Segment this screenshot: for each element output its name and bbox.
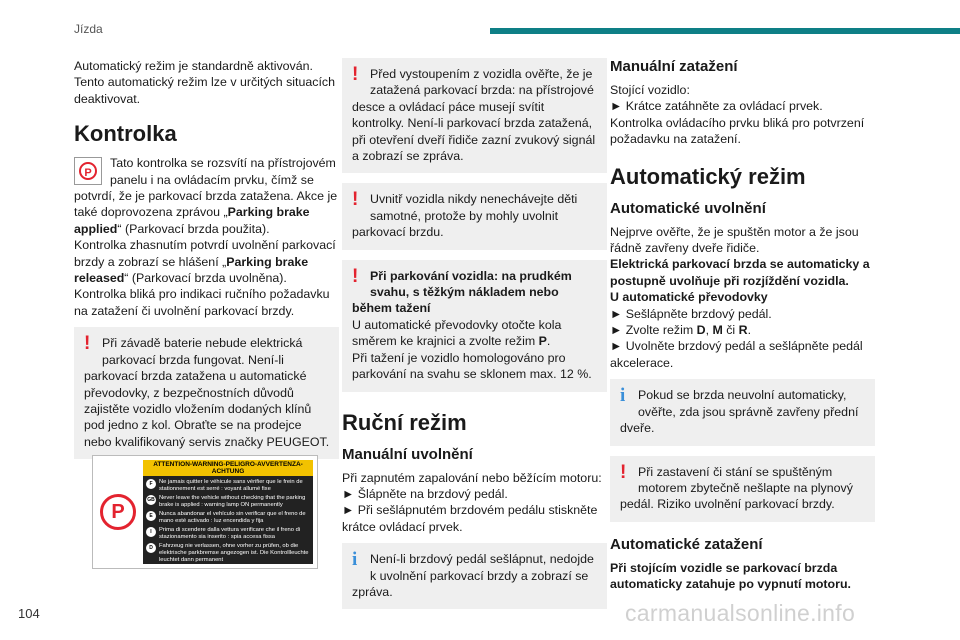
watermark: carmanualsonline.info [625,600,856,626]
doors-info-box: i Pokud se brzda neuvolní automaticky, ověřte, zda jsou správně zavřeny přední dveře. [610,379,875,445]
kontrolka-paragraph-2: Kontrolka zhasnutím potvrdí uvolnění parkovací brzdy a zobrazí se hlášení „Parking brake released“ (Parkovací brzda uvolněna). [74,238,336,286]
manual-mode-heading: Ruční režim [342,409,467,435]
page-number: 104 [18,606,40,621]
info-icon: i [352,549,358,571]
release-info-box: i Není-li brzdový pedál sešlápnut, nedojde k uvolnění parkovací brzdy a zobrazí se zpráva. [342,543,607,609]
manual-apply-heading: Manuální zatažení [610,58,738,75]
info-icon: i [620,385,626,407]
exit-warning-box: ! Před vystoupením z vozidla ověřte, že je zatažená parkovací brzda: na přístrojové desce a ovládací páce musejí svítit kontrolky. Není-li parkovací brzda zatažená, při otevření dveří řidiče zazní zvukový signál a zobrazí se zpráva. [342,58,607,173]
kontrolka-paragraph-1: Tato kontrolka se rozsvítí na přístrojovém panelu i na ovládacím prvku, čímž se potvrdí, že je parkovací brzda zatažena. Akce je také doprovozena zprávou „Parking brake applied“ (Parkovací brzda použita). [74,156,338,236]
header-section-title: Jízda [74,22,103,36]
kontrolka-block [74,155,339,319]
intro-paragraph: Automatický režim je standardně aktivován. Tento automatický režim lze v určitých situacích deaktivovat. [74,59,335,106]
manual-release-heading: Manuální uvolnění [342,445,473,463]
warning-icon: ! [352,265,359,287]
kontrolka-paragraph-3: Kontrolka bliká pro indikaci ručního požadavku na zatažení či uvolnění parkovací brzdy. [74,287,330,318]
column-1 [74,58,339,469]
warning-icon: ! [84,333,91,355]
warning-icon: ! [352,189,359,211]
parking-brake-warning-icon: P [74,157,102,185]
accelerator-warning-box: ! Při zastavení či stání se spuštěným motorem zbytečně nešlapte na plynový pedál. Riziko uvolnění parkovací brzdy. [610,456,875,522]
label-heading: ATTENTION-WARNING-PELIGRO-AVVERTENZA-ACHTUNG [143,460,313,476]
warning-icon: ! [620,461,627,483]
header-accent-bar [490,28,960,34]
auto-mode-heading: Automatický režim [610,163,806,189]
parking-brake-icon: P [100,494,136,530]
battery-warning-box: ! Při závadě baterie nebude elektrická parkovací brzda fungovat. Není-li parkovací brzda zatažena u automatické převodovky, z bezpečnostních důvodů zajistěte vozidlo vložením dodaných klínů pod jedno z kol. Obraťte se na prodejce nebo kvalifikovaný servis značky PEUGEOT. [74,327,339,459]
kontrolka-heading: Kontrolka [74,121,177,147]
slope-warning-box: ! Při parkování vozidla: na prudkém svahu, s těžkým nákladem nebo během tažení U automatické převodovky otočte kola směrem ke krajnici a zvolte režim P. Při tažení je vozidlo homologováno pro parkování na svahu se sklonem max. 12 %. [342,260,607,392]
auto-apply-heading: Automatické zatažení [610,535,763,553]
column-2: ! Před vystoupením z vozidla ověřte, že je zatažená parkovací brzda: na přístrojové desce a ovládací páce musejí svítit kontrolky. Není-li parkovací brzda zatažená, při otevření dveří řidiče zazní zvukový signál a zobrazí se zpráva. ! Uvnitř vozidla nikdy nenechávejte děti samotné, protože by mohly uvolnit parkovací brzdu. ! Při parkování vozidla: na prudkém svahu, s těžkým nákladem nebo během tažení U automatické převodovky otočte kola směrem ke krajnici a zvolte režim P. Při tažení je vozidlo homologováno pro parkování na svahu se sklonem max. 12 %. Ruční režim Manuální uvolnění Při zapnutém zapalování nebo běžícím motoru: ► Šlápněte na brzdový pedál. ► Při sešlápnutém brzdovém pedálu stiskněte krátce ovládací prvek. i Není-li brzdový pedál sešlápnut, nedojde k uvolnění parkovací brzdy a zobrazí se zpráva. [342,58,607,619]
warning-icon: ! [352,64,359,85]
auto-release-heading: Automatické uvolnění [610,199,766,217]
parking-brake-warning-label-image: P ATTENTION-WARNING-PELIGRO-AVVERTENZA-ACHTUNG F Ne jamais quitter le véhicule sans vérifier que le frein de stationnement est serré : voyant allumé fixe GB Never leave the vehicle without checking that the parking brake is applied : warning lamp ON permanently E Nunca abandonar el vehículo sin verificar que el freno de mano esté activado : luz encendida y fija I Prima di scendere dalla vettura verificare che il freno di stazionamento sia inserito : spia accesa fissa D Fahrzeug nie verlassen, ohne vorher zu prüfen, ob die elektrische parkbremse angezogen ist. Die Kontrollleuchte leuchtet dann permanent [92,455,318,569]
children-warning-box: ! Uvnitř vozidla nikdy nenechávejte děti samotné, protože by mohly uvolnit parkovací brzdu. [342,183,607,249]
column-3: Manuální zatažení Stojící vozidlo: ► Krátce zatáhněte za ovládací prvek. Kontrolka ovládacího prvku bliká pro potvrzení požadavku na zatažení. Automatický režim Automatické uvolnění Nejprve ověřte, že je spuštěn motor a že jsou řádně zavřeny dveře řidiče. Elektrická parkovací brzda se automaticky a postupně uvolňuje při rozjíždění vozidla. U automatické převodovky ► Sešlápněte brzdový pedál. ► Zvolte režim D, M či R. ► Uvolněte brzdový pedál a sešlápněte pedál akcelerace. i Pokud se brzda neuvolní automaticky, ověřte, zda jsou správně zavřeny přední dveře. ! Při zastavení či stání se spuštěným motorem zbytečně nešlapte na plynový pedál. Riziko uvolnění parkovací brzdy. Automatické zatažení Při stojícím vozidle se parkovací brzda automaticky zatahuje po vypnutí motoru. [610,58,875,593]
